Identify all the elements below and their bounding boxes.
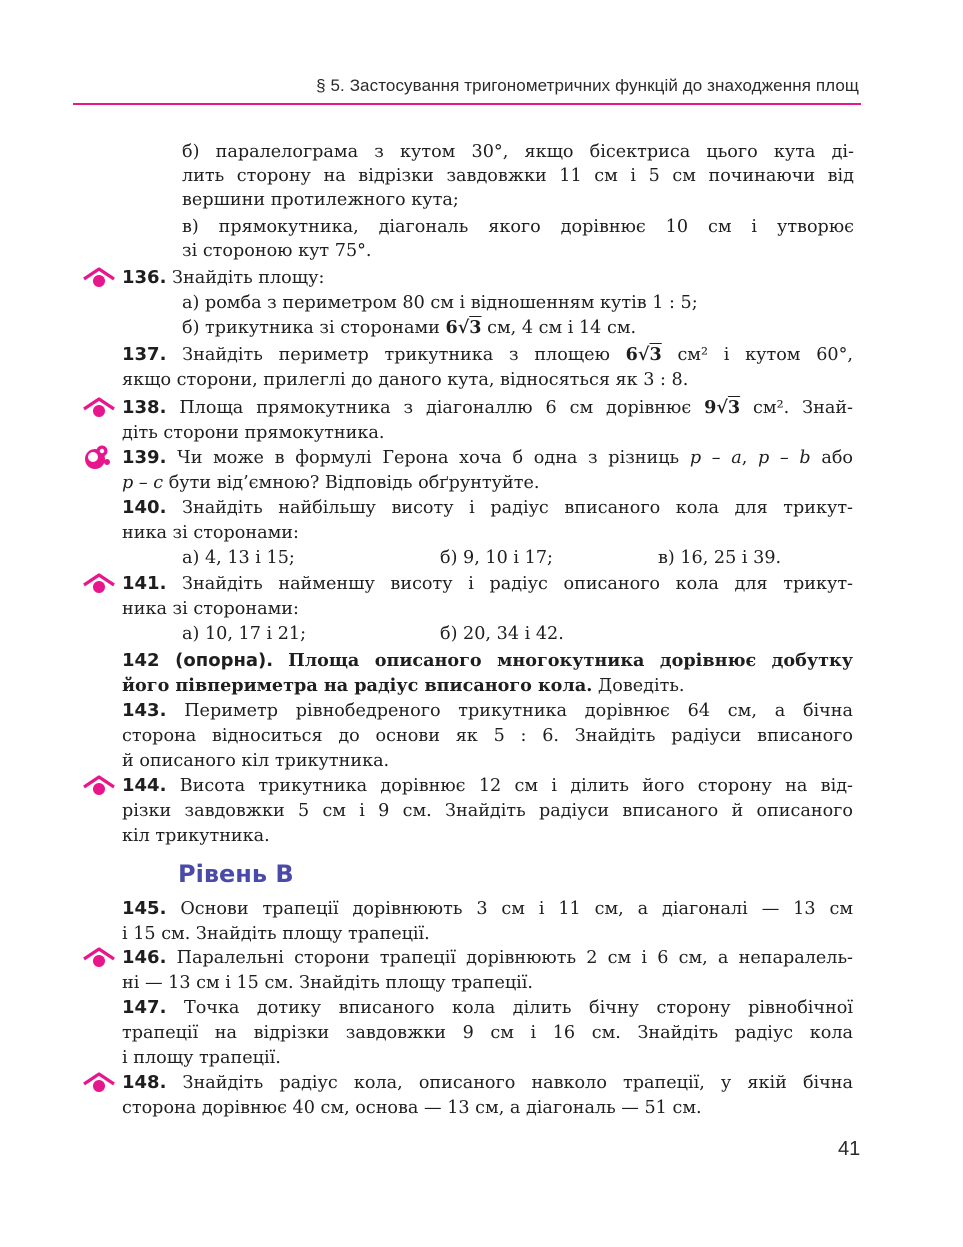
problem-139-line-1: 139. Чи може в формулі Герона хоча б одна з різниць p – a, p – b або xyxy=(122,447,854,468)
house-marker-icon xyxy=(82,572,116,594)
problem-number-144: 144. xyxy=(122,775,167,796)
sqrt-expression: 9√3 xyxy=(704,397,741,418)
house-marker-icon xyxy=(82,1071,116,1093)
problem-number-147: 147. xyxy=(122,997,167,1018)
problem-143-line-3: й описаного кіл трикутника. xyxy=(122,751,390,771)
bubbles-marker-icon xyxy=(82,442,112,472)
problem-136-a: а) ромба з периметром 80 см і відношенням кутів 1 : 5; xyxy=(182,293,698,313)
problem-number-145: 145. xyxy=(122,898,167,919)
problem-136-b: б) трикутника зі сторонами 6√3 см, 4 см і 14 см. xyxy=(182,317,637,338)
problem-146-line-1: 146. Паралельні сторони трапеції дорівнюють 2 см і 6 см, а непаралель- xyxy=(122,947,854,968)
problem-148-line-1: 148. Знайдіть радіус кола, описаного навколо трапеції, у якій бічна xyxy=(122,1072,854,1093)
house-marker-icon xyxy=(82,774,116,796)
problem-number-148: 148. xyxy=(122,1072,167,1093)
problem-139-line-2: p – c бути від’ємною? Відповідь обґрунтуйте. xyxy=(122,473,540,493)
problem-number-146: 146. xyxy=(122,947,167,968)
cont-b-line-2: лить сторону на відрізки завдовжки 11 см і 5 см починаючи від xyxy=(182,166,854,186)
problem-147-line-2: трапеції на відрізки завдовжки 9 см і 16 см. Знайдіть радіус кола xyxy=(122,1023,853,1043)
problem-number-143: 143. xyxy=(122,700,167,721)
problem-138-line-1: 138. Площа прямокутника з діагоналлю 6 см дорівнює 9√3 см². Знай- xyxy=(122,397,853,418)
page-number: 41 xyxy=(838,1138,861,1160)
problem-144-line-1: 144. Висота трикутника дорівнює 12 см і ділить його сторону на від- xyxy=(122,775,853,796)
house-marker-icon xyxy=(82,266,116,288)
cont-b-line-1: б) паралелограма з кутом 30°, якщо бісектриса цього кута ді- xyxy=(182,142,854,162)
problem-number-137: 137. xyxy=(122,344,167,365)
problem-141-b: б) 20, 34 і 42. xyxy=(440,624,564,644)
problem-142-line-2: його півпериметра на радіус вписаного кола. Доведіть. xyxy=(122,675,685,696)
cont-c-line-1: в) прямокутника, діагональ якого дорівнює 10 см і утворює xyxy=(182,217,854,237)
problem-140-line-1: 140. Знайдіть найбільшу висоту і радіус вписаного кола для трикут- xyxy=(122,497,854,518)
problem-143-line-1: 143. Периметр рівнобедреного трикутника дорівнює 64 см, а бічна xyxy=(122,700,854,721)
problem-136-line-1: 136. Знайдіть площу: xyxy=(122,267,325,288)
sqrt-expression: 6√3 xyxy=(625,344,662,365)
problem-142-line-1: 142 (опорна). Площа описаного многокутника дорівнює добутку xyxy=(122,650,854,671)
running-title: § 5. Застосування тригонометричних функцій до знаходження площ xyxy=(316,76,859,95)
problem-145-line-2: і 15 см. Знайдіть площу трапеції. xyxy=(122,924,430,944)
house-marker-icon xyxy=(82,396,116,418)
sqrt-expression: 6√3 xyxy=(445,317,482,338)
problem-140-b: б) 9, 10 і 17; xyxy=(440,548,553,568)
problem-144-line-3: кіл трикутника. xyxy=(122,826,270,846)
problem-141-line-2: ника зі сторонами: xyxy=(122,599,299,619)
cont-b-line-3: вершини протилежного кута; xyxy=(182,190,459,210)
problem-147-line-3: і площу трапеції. xyxy=(122,1048,281,1068)
problem-138-line-2: діть сторони прямокутника. xyxy=(122,423,385,443)
problem-141-line-1: 141. Знайдіть найменшу висоту і радіус описаного кола для трикут- xyxy=(122,573,853,594)
problem-147-line-1: 147. Точка дотику вписаного кола ділить бічну сторону рівнобічної xyxy=(122,997,853,1018)
problem-148-line-2: сторона дорівнює 40 см, основа — 13 см, а діагональ — 51 см. xyxy=(122,1098,702,1118)
problem-144-line-2: різки завдовжки 5 см і 9 см. Знайдіть радіуси вписаного й описаного xyxy=(122,801,853,821)
header-rule xyxy=(73,103,861,105)
problem-140-line-2: ника зі сторонами: xyxy=(122,523,299,543)
problem-number-136: 136. xyxy=(122,267,167,288)
problem-number-140: 140. xyxy=(122,497,167,518)
problem-number-139: 139. xyxy=(122,447,167,468)
cont-c-line-2: зі стороною кут 75°. xyxy=(182,241,372,261)
problem-145-line-1: 145. Основи трапеції дорівнюють 3 см і 11 см, а діагоналі — 13 см xyxy=(122,898,854,919)
problem-number-142: 142 (опорна). xyxy=(122,650,274,671)
problem-137-line-1: 137. Знайдіть периметр трикутника з площею 6√3 см² і кутом 60°, xyxy=(122,344,853,365)
problem-146-line-2: ні — 13 см і 15 см. Знайдіть площу трапеції. xyxy=(122,973,534,993)
problem-140-c: в) 16, 25 і 39. xyxy=(658,548,782,568)
problem-number-141: 141. xyxy=(122,573,167,594)
problem-140-a: а) 4, 13 і 15; xyxy=(182,548,295,568)
house-marker-icon xyxy=(82,946,116,968)
problem-number-138: 138. xyxy=(122,397,167,418)
problem-141-a: а) 10, 17 і 21; xyxy=(182,624,307,644)
problem-137-line-2: якщо сторони, прилеглі до даного кута, відносяться як 3 : 8. xyxy=(122,370,689,390)
problem-143-line-2: сторона відноситься до основи як 5 : 6. Знайдіть радіуси вписаного xyxy=(122,726,853,746)
level-heading: Рівень В xyxy=(178,860,294,888)
